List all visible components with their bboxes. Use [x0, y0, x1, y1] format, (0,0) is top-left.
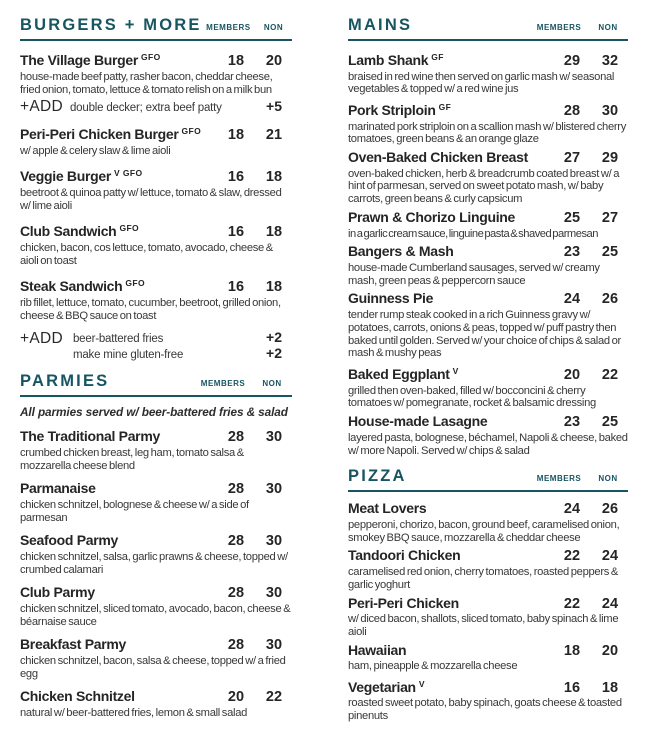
price-non: 21 [265, 127, 283, 143]
item-description: chicken schnitzel, bacon, salsa & cheese, topped w/ a fried egg [20, 655, 286, 680]
item-row [348, 209, 628, 227]
item-description: tender rump steak cooked in a rich Guinness gravy w/ potatoes, carrots, onions & peas, topped w/ puff pastry then baked until golden. Served w/ your choice of chips & salad or mash & mushy peas [348, 308, 621, 360]
price-non: 30 [265, 585, 283, 601]
price-non: 26 [601, 291, 619, 308]
item-row [20, 532, 292, 550]
dietary-tag: V [452, 366, 459, 377]
menu-item [20, 584, 292, 629]
menu-item [348, 547, 628, 591]
menu-item [348, 243, 628, 287]
members-column-label: MEMBERS [206, 23, 251, 32]
item-row [348, 547, 628, 565]
price-non: 29 [601, 150, 619, 167]
item-row [20, 584, 292, 602]
price-non: 20 [265, 53, 283, 69]
item-row [348, 500, 628, 518]
item-name: Oven-Baked Chicken Breast [348, 149, 529, 166]
item-name: The Village Burger $^{GFO}$ [20, 52, 161, 68]
dietary-tag: GF [438, 102, 452, 113]
price-non: 24 [601, 595, 619, 612]
item-row [348, 642, 628, 660]
item-name: Seafood Parmy [20, 532, 119, 548]
price-members: 24 [563, 501, 581, 518]
item-name: Meat Lovers [348, 500, 427, 517]
price-non: 30 [265, 637, 283, 653]
item-description: chicken schnitzel, sliced tomato, avocado, bacon, cheese & béarnaise sauce [20, 603, 291, 628]
menu-item [20, 636, 292, 681]
price-members: 29 [563, 53, 581, 69]
addon-text: double decker; extra beef patty [69, 102, 222, 114]
item-name: Vegetarian $^V$ [348, 678, 425, 695]
dietary-tag: GFO [125, 278, 146, 288]
item-name: Prawn & Chorizo Linguine [348, 209, 516, 226]
menu-item [348, 49, 628, 96]
item-description: w/ diced bacon, shallots, sliced tomato, baby spinach & lime aioli [348, 613, 619, 638]
members-column-label: MEMBERS [536, 474, 582, 484]
item-name: Breakfast Parmy [20, 636, 127, 652]
menu-item [348, 413, 628, 457]
price-members: 24 [563, 291, 581, 308]
price-non: 24 [601, 548, 619, 565]
price-members: 16 [227, 169, 245, 185]
price-members: 22 [563, 548, 581, 565]
price-non: 18 [265, 169, 283, 185]
price-members: 28 [227, 429, 245, 445]
menu-item [20, 220, 292, 268]
section-header [20, 16, 292, 41]
item-description: caramelised red onion, cherry tomatoes, roasted peppers & garlic yoghurt [348, 565, 619, 591]
item-description: house-made Cumberland sausages, served w/ creamy mash, green peas & peppercorn sauce [348, 261, 600, 287]
price-non: 25 [601, 244, 619, 261]
item-description: braised in red wine then served on garlic mash w/ seasonal vegetables & topped w/ a red wine jus [348, 70, 615, 96]
item-name: Guinness Pie [348, 290, 434, 307]
item-row [20, 428, 292, 446]
item-description: house-made beef patty, rasher bacon, cheddar cheese, fried onion, tomato, lettuce & tomato relish on a milk bun [20, 71, 273, 96]
item-name: Chicken Schnitzel [20, 688, 135, 704]
menu-item [20, 275, 292, 323]
item-row [348, 99, 628, 120]
section-burgers-more [20, 16, 292, 362]
item-name: The Traditional Parmy [20, 428, 160, 444]
menu-item [348, 500, 628, 544]
price-non: 18 [601, 679, 619, 696]
addon-row [20, 98, 292, 116]
item-description: chicken, bacon, cos lettuce, tomato, avocado, cheese & aioli on toast [20, 242, 273, 267]
item-description: crumbed chicken breast, leg ham, tomato salsa & mozzarella cheese blend [20, 447, 244, 472]
price-non: 22 [601, 367, 619, 384]
dietary-tag: GFO [181, 126, 202, 136]
section-header [348, 467, 628, 492]
menu-item [20, 688, 292, 720]
item-row [348, 413, 628, 431]
menu-item [20, 428, 292, 473]
menu-item [348, 99, 628, 146]
price-non: 30 [265, 429, 283, 445]
item-row [20, 220, 292, 241]
extras-text: beer-battered fries [72, 333, 164, 345]
item-row [348, 595, 628, 613]
item-row [348, 363, 628, 384]
price-non: 30 [265, 533, 283, 549]
price-members: 18 [227, 53, 245, 69]
item-name: House-made Lasagne [348, 413, 488, 430]
item-description: natural w/ beer-battered fries, lemon & small salad [20, 707, 248, 719]
menu-item [20, 49, 292, 116]
price-members: 28 [227, 637, 245, 653]
price-members: 27 [563, 150, 581, 167]
menu-item [348, 290, 628, 360]
price-members: 23 [563, 414, 581, 431]
section-note: All parmies served w/ beer-battered fries & salad [20, 405, 288, 419]
menu-item [348, 595, 628, 639]
item-description: chicken schnitzel, bolognese & cheese w/ a side of parmesan [20, 499, 249, 524]
price-non: 20 [601, 642, 619, 659]
menu-item [348, 676, 628, 723]
item-name: Club Parmy [20, 584, 95, 600]
price-non: 18 [265, 279, 283, 295]
extras-text: make mine gluten-free [72, 349, 184, 361]
item-row [20, 165, 292, 186]
item-description: marinated pork striploin on a scallion mash w/ blistered cherry tomatoes, green beans & an orange glaze [348, 120, 627, 146]
item-name: Steak Sandwich $^{GFO}$ [20, 278, 146, 294]
item-row [20, 688, 292, 706]
section-parmies [20, 372, 292, 720]
menu-item [348, 642, 628, 673]
price-non: 30 [601, 103, 619, 120]
item-row [348, 49, 628, 70]
price-non: 26 [601, 501, 619, 518]
members-column-label: MEMBERS [200, 379, 246, 388]
price-members: 23 [563, 244, 581, 261]
price-non: 25 [601, 414, 619, 431]
extras-price: +2 [266, 329, 282, 345]
price-members: 28 [227, 481, 245, 497]
price-members: 18 [563, 642, 581, 659]
menu-item [348, 209, 628, 240]
non-column-label: NON [263, 23, 284, 32]
item-name: Parmanaise [20, 480, 96, 496]
menu-item [20, 123, 292, 158]
non-column-label: NON [598, 23, 618, 32]
dietary-tag: GFO [141, 52, 161, 62]
section-title: MAINS [348, 16, 413, 34]
item-row [348, 149, 628, 167]
dietary-tag: GF [431, 52, 444, 62]
menu-item [348, 149, 628, 206]
price-non: 30 [265, 481, 283, 497]
extras-line [73, 346, 292, 362]
item-description: w/ apple & celery slaw & lime aioli [20, 145, 171, 157]
item-description: rib fillet, lettuce, tomato, cucumber, beetroot, grilled onion, cheese & BBQ sauce on toast [20, 297, 281, 322]
price-members: 28 [227, 585, 245, 601]
item-row [348, 290, 628, 308]
price-members: 20 [563, 367, 581, 384]
dietary-tag: V GFO [114, 168, 143, 178]
menu-item [20, 532, 292, 577]
section-title: BURGERS + MORE [20, 16, 202, 34]
price-non: 18 [265, 224, 283, 240]
price-non: 22 [265, 689, 283, 705]
section-header [348, 16, 628, 41]
addon-price: +5 [266, 98, 282, 114]
price-members: 16 [563, 679, 581, 696]
non-column-label: NON [262, 379, 282, 388]
addon-label: +ADD [20, 98, 63, 115]
item-description: in a garlic cream sauce, linguine pasta & shaved parmesan [348, 227, 599, 240]
item-description: chicken schnitzel, salsa, garlic prawns & cheese, topped w/ crumbed calamari [20, 551, 288, 576]
price-members: 16 [227, 279, 245, 295]
item-name: Club Sandwich $^{GFO}$ [20, 223, 140, 239]
left-column [20, 16, 292, 733]
item-name: Baked Eggplant $^V$ [348, 366, 459, 383]
section-mains [348, 16, 628, 457]
item-description: beetroot & quinoa patty w/ lettuce, tomato & slaw, dressed w/ lime aioli [20, 187, 282, 212]
section-pizza [348, 467, 628, 723]
item-description: layered pasta, bolognese, béchamel, Napoli & cheese, baked w/ more Napoli. Served w/ chips & salad [348, 431, 628, 457]
item-name: Tandoori Chicken [348, 547, 461, 564]
menu-item [20, 480, 292, 525]
item-row [20, 636, 292, 654]
item-description: grilled then oven-baked, filled w/ bocconcini & cherry tomatoes w/ pomegranate, rocket & balsamic dressing [348, 384, 596, 410]
price-non: 27 [601, 210, 619, 227]
item-row [20, 123, 292, 144]
item-row [348, 243, 628, 261]
item-name: Lamb Shank $^{GF}$ [348, 52, 444, 68]
menu-item [20, 165, 292, 213]
right-column [348, 16, 628, 733]
price-members: 28 [563, 103, 581, 120]
section-title: PIZZA [348, 467, 407, 486]
extras-label: +ADD [20, 330, 63, 347]
dietary-tag: GFO [119, 223, 140, 233]
item-name: Pork Striploin $^{GF}$ [348, 102, 452, 119]
price-members: 28 [227, 533, 245, 549]
item-description: pepperoni, chorizo, bacon, ground beef, caramelised onion, smokey BBQ sauce, mozzarella & cheddar cheese [348, 518, 620, 544]
members-column-label: MEMBERS [536, 23, 582, 32]
price-members: 22 [563, 595, 581, 612]
item-description: roasted sweet potato, baby spinach, goats cheese & toasted pinenuts [348, 697, 622, 723]
item-row [348, 676, 628, 697]
dietary-tag: V [418, 678, 425, 689]
extras-line [73, 330, 292, 346]
extras-price: +2 [266, 345, 282, 361]
non-column-label: NON [598, 474, 618, 484]
price-members: 16 [227, 224, 245, 240]
item-row [20, 480, 292, 498]
price-members: 25 [563, 210, 581, 227]
item-name: Peri-Peri Chicken [348, 594, 459, 611]
section-header [20, 372, 292, 397]
item-name: Veggie Burger $^{V GFO}$ [20, 168, 143, 184]
item-row [20, 275, 292, 296]
price-members: 18 [227, 127, 245, 143]
item-name: Bangers & Mash [348, 243, 454, 260]
item-name: Peri-Peri Chicken Burger $^{GFO}$ [20, 126, 202, 142]
price-members: 20 [227, 689, 245, 705]
extras-block [20, 330, 292, 362]
extras-lines [73, 330, 292, 362]
menu-item [348, 363, 628, 410]
item-description: oven-baked chicken, herb & breadcrumb coated breast w/ a hint of parmesan, served on sweet potato mash, w/ baby carrots, green beans & curly capsicum [348, 167, 620, 206]
item-name: Hawaiian [348, 641, 407, 658]
item-row [20, 49, 292, 70]
price-non: 32 [601, 53, 619, 69]
item-description: ham, pineapple & mozzarella cheese [348, 660, 518, 673]
section-title: PARMIES [20, 372, 110, 390]
